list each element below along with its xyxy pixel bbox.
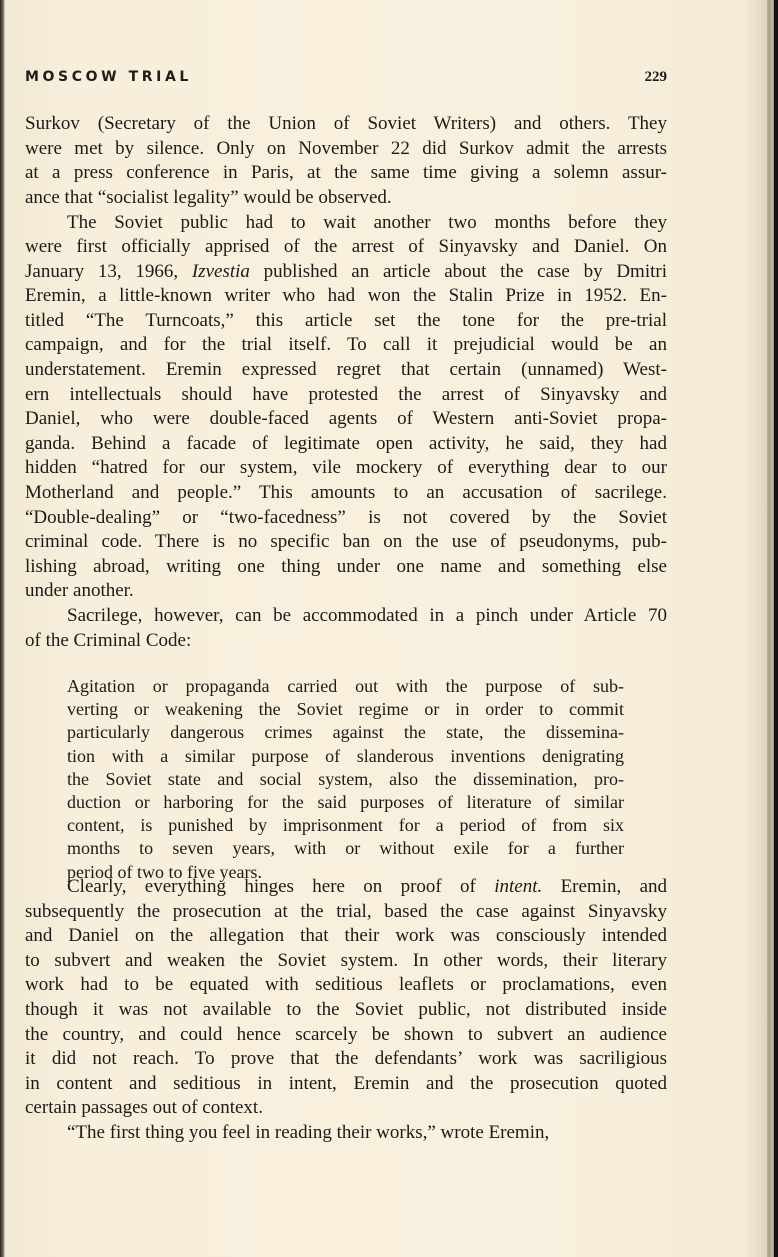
text-line: titled “The Turncoats,” this article set the tone for the pre-trial <box>25 309 667 331</box>
emphasis-intent: intent. <box>494 876 543 897</box>
quote-line: months to seven years, with or without exile for a further <box>67 838 624 859</box>
text-line: the country, and could hence scarcely be shown to subvert an audience <box>25 1023 667 1045</box>
text-line: Eremin, a little-known writer who had won the Stalin Prize in 1952. En- <box>25 285 667 307</box>
quote-line: tion with a similar purpose of slanderous inventions denigrating <box>67 745 624 766</box>
text-line <box>25 260 667 285</box>
publication-title: Izvestia <box>191 260 250 282</box>
page-number: 229 <box>644 69 667 85</box>
text-line: hidden “hatred for our system, vile mockery of everything dear to our <box>25 457 667 479</box>
text-segment: Eremin, and <box>542 876 667 897</box>
text-line: Daniel, who were double-faced agents of Western anti-Soviet propa- <box>25 408 667 430</box>
text-line: ganda. Behind a facade of legitimate open activity, he said, they had <box>25 432 667 454</box>
text-line: Sacrilege, however, can be accommodated in a pinch under Article 70 <box>67 605 667 626</box>
quote-line: duction or harboring for the said purposes of literature of similar <box>67 791 624 812</box>
text-line: criminal code. There is no specific ban on the use of pseudonyms, pub- <box>25 531 667 553</box>
quote-line: period of two to five years. <box>67 861 262 882</box>
quote-line: Agitation or propaganda carried out with the purpose of sub- <box>67 676 624 696</box>
text-line: ance that “socialist legality” would be observed. <box>25 186 392 208</box>
text-line: subsequently the prosecution at the trial, based the case against Sinyavsky <box>25 900 667 922</box>
paragraph-4 <box>25 875 667 1121</box>
text-line: to subvert and weaken the Soviet system. In other words, their literary <box>25 949 667 971</box>
page-header <box>25 69 667 91</box>
text-line: The Soviet public had to wait another two months before they <box>67 211 667 233</box>
text-line: certain passages out of context. <box>25 1097 263 1119</box>
text-segment: published an article about the case by Dmitri <box>249 260 668 282</box>
text-line: understatement. Eremin expressed regret that certain (unnamed) West- <box>25 359 667 381</box>
paragraph-5 <box>25 1121 667 1146</box>
text-line: lishing abroad, writing one thing under one name and something else <box>25 555 667 577</box>
text-line: were met by silence. Only on November 22 did Surkov admit the arrests <box>25 137 667 159</box>
paragraph-2 <box>25 211 667 605</box>
running-head: MOSCOW TRIAL <box>25 69 192 85</box>
quote-line: particularly dangerous crimes against the state, the dissemina- <box>67 722 624 743</box>
page-right-edge <box>774 0 778 1257</box>
text-line: at a press conference in Paris, at the same time giving a solemn assur- <box>25 162 667 184</box>
paragraph-1 <box>25 112 667 210</box>
text-line: in content and seditious in intent, Eremin and the prosecution quoted <box>25 1072 667 1094</box>
text-line: Motherland and people.” This amounts to an accusation of sacrilege. <box>25 482 667 504</box>
text-line: “The first thing you feel in reading their works,” wrote Eremin, <box>67 1122 550 1143</box>
text-segment: January 13, 1966, <box>25 260 192 282</box>
block-quote <box>67 675 624 884</box>
text-line: campaign, and for the trial itself. To call it prejudicial would be an <box>25 334 667 356</box>
text-line: ern intellectuals should have protested the arrest of Sinyavsky and <box>25 383 667 405</box>
quote-line: verting or weakening the Soviet regime or in order to commit <box>67 699 624 720</box>
quote-line: content, is punished by imprisonment for a period of from six <box>67 815 624 836</box>
text-line: Surkov (Secretary of the Union of Soviet Writers) and others. They <box>25 113 667 134</box>
text-line: were first officially apprised of the arrest of Sinyavsky and Daniel. On <box>25 236 667 258</box>
text-line: it did not reach. To prove that the defendants’ work was sacriligious <box>25 1048 667 1070</box>
text-line: and Daniel on the allegation that their work was consciously intended <box>25 925 667 947</box>
paragraph-3 <box>25 604 667 653</box>
text-line: “Double-dealing” or “two-facedness” is not covered by the Soviet <box>25 506 667 528</box>
text-segment: Clearly, everything hinges here on proof of <box>67 876 495 897</box>
text-line: work had to be equated with seditious leaflets or proclamations, even <box>25 974 667 996</box>
text-line: under another. <box>25 580 134 602</box>
quote-line: the Soviet state and social system, also the dissemination, pro- <box>67 768 624 789</box>
text-line: of the Criminal Code: <box>25 629 192 651</box>
page-gutter <box>767 0 774 1257</box>
text-line: though it was not available to the Soviet public, not distributed inside <box>25 998 667 1020</box>
text-line <box>25 875 667 900</box>
